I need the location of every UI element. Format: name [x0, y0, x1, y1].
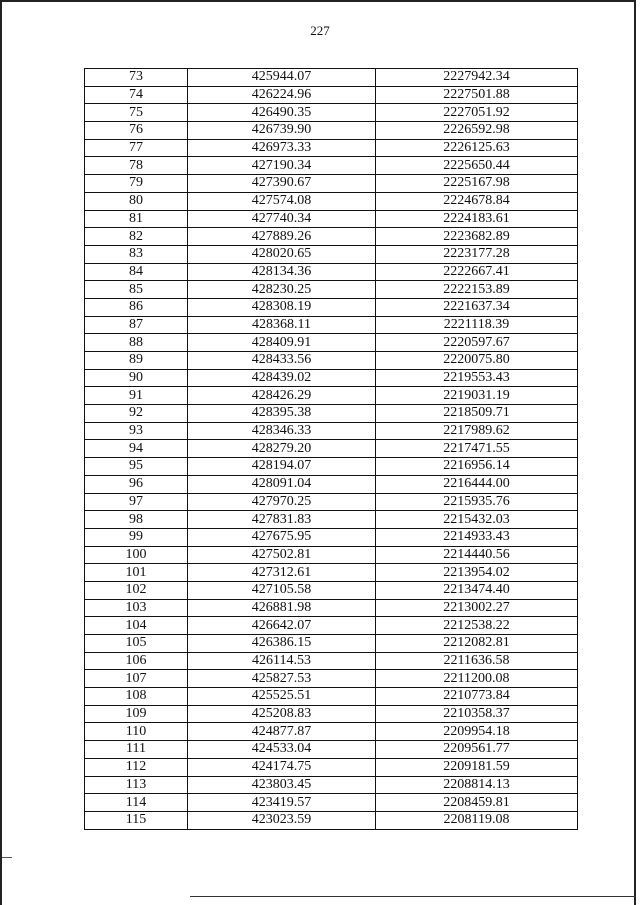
x-coordinate-cell: 427574.08 [188, 192, 376, 210]
point-number-cell: 80 [85, 192, 188, 210]
point-number-cell: 95 [85, 458, 188, 476]
y-coordinate-cell: 2214933.43 [376, 528, 578, 546]
table-row [85, 422, 578, 440]
x-coordinate-cell: 425827.53 [188, 670, 376, 688]
table-row [85, 599, 578, 617]
table-row [85, 245, 578, 263]
y-coordinate-cell: 2210773.84 [376, 688, 578, 706]
y-coordinate-cell: 2211200.08 [376, 670, 578, 688]
point-number-cell: 107 [85, 670, 188, 688]
y-coordinate-cell: 2218509.71 [376, 405, 578, 423]
point-number-cell: 113 [85, 776, 188, 794]
point-number-cell: 92 [85, 405, 188, 423]
x-coordinate-cell: 428308.19 [188, 298, 376, 316]
y-coordinate-cell: 2211636.58 [376, 652, 578, 670]
point-number-cell: 112 [85, 758, 188, 776]
x-coordinate-cell: 427889.26 [188, 228, 376, 246]
y-coordinate-cell: 2213954.02 [376, 564, 578, 582]
y-coordinate-cell: 2227501.88 [376, 86, 578, 104]
y-coordinate-cell: 2226592.98 [376, 122, 578, 140]
x-coordinate-cell: 426973.33 [188, 139, 376, 157]
y-coordinate-cell: 2217471.55 [376, 440, 578, 458]
y-coordinate-cell: 2219031.19 [376, 387, 578, 405]
table-row [85, 511, 578, 529]
table-row [85, 670, 578, 688]
y-coordinate-cell: 2224678.84 [376, 192, 578, 210]
y-coordinate-cell: 2217989.62 [376, 422, 578, 440]
x-coordinate-cell: 428279.20 [188, 440, 376, 458]
table-row [85, 122, 578, 140]
page-border-right [634, 0, 636, 905]
table-row [85, 69, 578, 87]
table-row [85, 316, 578, 334]
point-number-cell: 87 [85, 316, 188, 334]
y-coordinate-cell: 2209954.18 [376, 723, 578, 741]
x-coordinate-cell: 427970.25 [188, 493, 376, 511]
x-coordinate-cell: 428433.56 [188, 352, 376, 370]
y-coordinate-cell: 2208119.08 [376, 811, 578, 829]
table-row [85, 175, 578, 193]
table-row [85, 811, 578, 829]
y-coordinate-cell: 2213002.27 [376, 599, 578, 617]
point-number-cell: 115 [85, 811, 188, 829]
x-coordinate-cell: 423419.57 [188, 794, 376, 812]
y-coordinate-cell: 2223177.28 [376, 245, 578, 263]
table-row [85, 617, 578, 635]
x-coordinate-cell: 428091.04 [188, 475, 376, 493]
point-number-cell: 83 [85, 245, 188, 263]
x-coordinate-cell: 424877.87 [188, 723, 376, 741]
x-coordinate-cell: 423023.59 [188, 811, 376, 829]
table-row [85, 458, 578, 476]
table-row [85, 723, 578, 741]
table-row [85, 635, 578, 653]
y-coordinate-cell: 2222153.89 [376, 281, 578, 299]
y-coordinate-cell: 2209561.77 [376, 741, 578, 759]
x-coordinate-cell: 428409.91 [188, 334, 376, 352]
x-coordinate-cell: 426386.15 [188, 635, 376, 653]
x-coordinate-cell: 425525.51 [188, 688, 376, 706]
point-number-cell: 91 [85, 387, 188, 405]
point-number-cell: 74 [85, 86, 188, 104]
y-coordinate-cell: 2214440.56 [376, 546, 578, 564]
x-coordinate-cell: 426881.98 [188, 599, 376, 617]
point-number-cell: 88 [85, 334, 188, 352]
table-row [85, 652, 578, 670]
x-coordinate-cell: 426114.53 [188, 652, 376, 670]
y-coordinate-cell: 2212538.22 [376, 617, 578, 635]
table-row [85, 405, 578, 423]
table-row [85, 334, 578, 352]
table-row [85, 776, 578, 794]
point-number-cell: 111 [85, 741, 188, 759]
y-coordinate-cell: 2224183.61 [376, 210, 578, 228]
point-number-cell: 94 [85, 440, 188, 458]
table-row [85, 139, 578, 157]
point-number-cell: 73 [85, 69, 188, 87]
x-coordinate-cell: 427105.58 [188, 581, 376, 599]
y-coordinate-cell: 2222667.41 [376, 263, 578, 281]
margin-mark [2, 857, 12, 858]
x-coordinate-cell: 427390.67 [188, 175, 376, 193]
point-number-cell: 114 [85, 794, 188, 812]
table-row [85, 688, 578, 706]
point-number-cell: 97 [85, 493, 188, 511]
y-coordinate-cell: 2221637.34 [376, 298, 578, 316]
x-coordinate-cell: 428395.38 [188, 405, 376, 423]
point-number-cell: 75 [85, 104, 188, 122]
point-number-cell: 103 [85, 599, 188, 617]
point-number-cell: 96 [85, 475, 188, 493]
x-coordinate-cell: 424533.04 [188, 741, 376, 759]
x-coordinate-cell: 427190.34 [188, 157, 376, 175]
table-row [85, 705, 578, 723]
bottom-rule [190, 896, 636, 897]
table-row [85, 104, 578, 122]
point-number-cell: 78 [85, 157, 188, 175]
table-row [85, 440, 578, 458]
point-number-cell: 90 [85, 369, 188, 387]
point-number-cell: 99 [85, 528, 188, 546]
y-coordinate-cell: 2216956.14 [376, 458, 578, 476]
table-row [85, 281, 578, 299]
table-row [85, 263, 578, 281]
point-number-cell: 102 [85, 581, 188, 599]
y-coordinate-cell: 2225650.44 [376, 157, 578, 175]
y-coordinate-cell: 2223682.89 [376, 228, 578, 246]
x-coordinate-cell: 427831.83 [188, 511, 376, 529]
x-coordinate-cell: 424174.75 [188, 758, 376, 776]
x-coordinate-cell: 427502.81 [188, 546, 376, 564]
point-number-cell: 89 [85, 352, 188, 370]
table-row [85, 546, 578, 564]
point-number-cell: 77 [85, 139, 188, 157]
y-coordinate-cell: 2219553.43 [376, 369, 578, 387]
y-coordinate-cell: 2225167.98 [376, 175, 578, 193]
y-coordinate-cell: 2213474.40 [376, 581, 578, 599]
table-row [85, 387, 578, 405]
point-number-cell: 108 [85, 688, 188, 706]
table-row [85, 298, 578, 316]
table-row [85, 475, 578, 493]
point-number-cell: 100 [85, 546, 188, 564]
table-row [85, 741, 578, 759]
point-number-cell: 85 [85, 281, 188, 299]
point-number-cell: 110 [85, 723, 188, 741]
x-coordinate-cell: 427675.95 [188, 528, 376, 546]
y-coordinate-cell: 2227051.92 [376, 104, 578, 122]
y-coordinate-cell: 2216444.00 [376, 475, 578, 493]
y-coordinate-cell: 2215432.03 [376, 511, 578, 529]
point-number-cell: 104 [85, 617, 188, 635]
x-coordinate-cell: 428346.33 [188, 422, 376, 440]
coordinates-table [84, 68, 578, 830]
point-number-cell: 106 [85, 652, 188, 670]
x-coordinate-cell: 428426.29 [188, 387, 376, 405]
x-coordinate-cell: 426490.35 [188, 104, 376, 122]
point-number-cell: 93 [85, 422, 188, 440]
coordinates-table-body [85, 69, 578, 830]
table-row [85, 581, 578, 599]
table-row [85, 528, 578, 546]
y-coordinate-cell: 2215935.76 [376, 493, 578, 511]
point-number-cell: 82 [85, 228, 188, 246]
table-row [85, 228, 578, 246]
table-row [85, 192, 578, 210]
y-coordinate-cell: 2226125.63 [376, 139, 578, 157]
table-row [85, 794, 578, 812]
x-coordinate-cell: 426224.96 [188, 86, 376, 104]
table-row [85, 564, 578, 582]
table-row [85, 369, 578, 387]
point-number-cell: 86 [85, 298, 188, 316]
x-coordinate-cell: 427740.34 [188, 210, 376, 228]
table-row [85, 493, 578, 511]
y-coordinate-cell: 2212082.81 [376, 635, 578, 653]
table-row [85, 210, 578, 228]
y-coordinate-cell: 2227942.34 [376, 69, 578, 87]
point-number-cell: 109 [85, 705, 188, 723]
x-coordinate-cell: 423803.45 [188, 776, 376, 794]
table-row [85, 352, 578, 370]
point-number-cell: 101 [85, 564, 188, 582]
y-coordinate-cell: 2221118.39 [376, 316, 578, 334]
x-coordinate-cell: 428020.65 [188, 245, 376, 263]
table-row [85, 157, 578, 175]
page-border-top [0, 0, 636, 2]
point-number-cell: 81 [85, 210, 188, 228]
x-coordinate-cell: 426739.90 [188, 122, 376, 140]
x-coordinate-cell: 428134.36 [188, 263, 376, 281]
x-coordinate-cell: 428194.07 [188, 458, 376, 476]
page-border-left [0, 0, 2, 905]
x-coordinate-cell: 425208.83 [188, 705, 376, 723]
point-number-cell: 79 [85, 175, 188, 193]
y-coordinate-cell: 2220075.80 [376, 352, 578, 370]
x-coordinate-cell: 428368.11 [188, 316, 376, 334]
point-number-cell: 98 [85, 511, 188, 529]
x-coordinate-cell: 426642.07 [188, 617, 376, 635]
x-coordinate-cell: 428439.02 [188, 369, 376, 387]
y-coordinate-cell: 2208459.81 [376, 794, 578, 812]
point-number-cell: 105 [85, 635, 188, 653]
x-coordinate-cell: 428230.25 [188, 281, 376, 299]
page-number: 227 [310, 23, 330, 38]
point-number-cell: 76 [85, 122, 188, 140]
point-number-cell: 84 [85, 263, 188, 281]
y-coordinate-cell: 2220597.67 [376, 334, 578, 352]
x-coordinate-cell: 427312.61 [188, 564, 376, 582]
x-coordinate-cell: 425944.07 [188, 69, 376, 87]
y-coordinate-cell: 2208814.13 [376, 776, 578, 794]
table-row [85, 86, 578, 104]
table-row [85, 758, 578, 776]
y-coordinate-cell: 2209181.59 [376, 758, 578, 776]
y-coordinate-cell: 2210358.37 [376, 705, 578, 723]
